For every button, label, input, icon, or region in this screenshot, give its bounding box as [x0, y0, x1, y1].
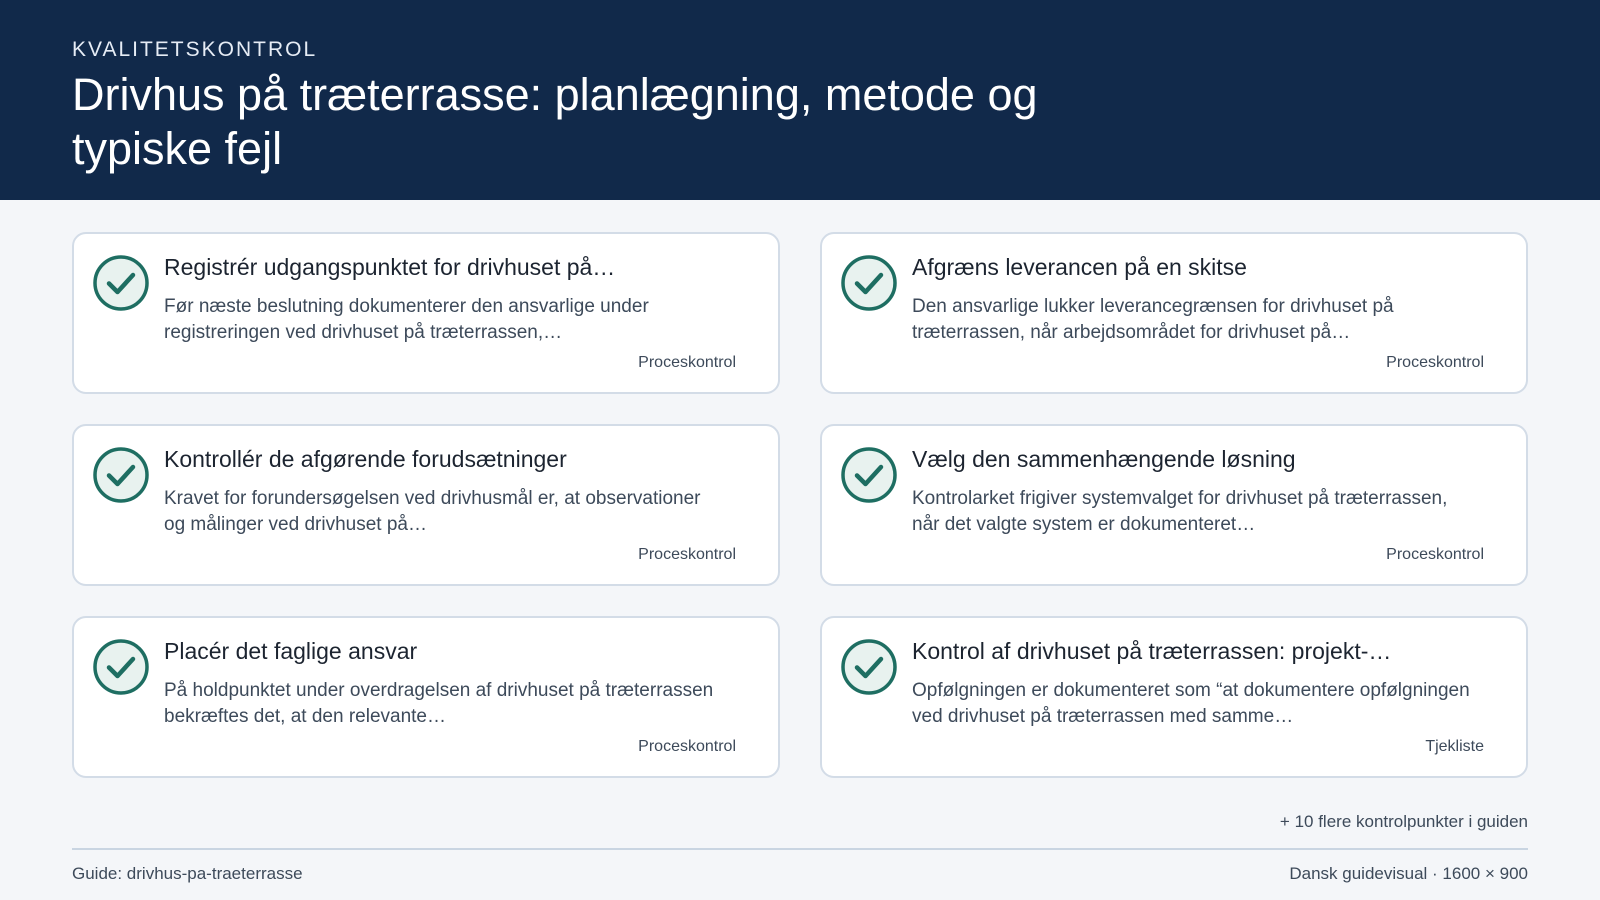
check-circle-icon	[840, 254, 898, 312]
header-banner	[0, 0, 1600, 200]
check-circle-icon	[840, 446, 898, 504]
checkpoint-category-tag: Proceskontrol	[1386, 354, 1484, 371]
check-circle-icon	[840, 638, 898, 696]
footer-divider	[72, 848, 1528, 850]
checkpoint-title: Registrér udgangspunktet for drivhuset på…	[164, 254, 616, 280]
check-circle-icon	[92, 638, 150, 696]
checkpoint-description: Før næste beslutning dokumenterer den ansvarlige under registreringen ved drivhuset på træterrassen,…	[164, 296, 649, 343]
eyebrow-label: KVALITETSKONTROL	[72, 38, 318, 61]
checkpoint-category-tag: Proceskontrol	[638, 546, 736, 563]
check-circle-icon	[92, 446, 150, 504]
checkpoint-card[interactable]	[72, 424, 780, 586]
checkpoint-description: Den ansvarlige lukker leverancegrænsen for drivhuset på træterrassen, når arbejdsområdet for drivhuset på…	[912, 296, 1394, 343]
page-title: Drivhus på træterrasse: planlægning, metode og typiske fejl	[72, 69, 1038, 174]
checkpoint-title: Vælg den sammenhængende løsning	[912, 446, 1296, 472]
more-checkpoints-link[interactable]: + 10 flere kontrolpunkter i guiden	[1279, 812, 1528, 831]
checkpoint-card[interactable]	[820, 232, 1528, 394]
checkpoint-title: Placér det faglige ansvar	[164, 638, 418, 664]
checkpoint-category-tag: Proceskontrol	[638, 738, 736, 755]
checkpoint-card[interactable]	[820, 616, 1528, 778]
footer-meta-label: Dansk guidevisual · 1600 × 900	[1289, 864, 1528, 883]
check-circle-icon	[92, 254, 150, 312]
checkpoint-description: På holdpunktet under overdragelsen af drivhuset på træterrassen bekræftes det, at den relevante…	[164, 680, 714, 727]
checkpoint-category-tag: Tjekliste	[1425, 738, 1484, 755]
checkpoint-grid	[72, 232, 1528, 778]
checkpoint-description: Opfølgningen er dokumenteret som “at dokumentere opfølgningen ved drivhuset på træterrassen med samme…	[912, 680, 1470, 727]
checkpoint-category-tag: Proceskontrol	[1386, 546, 1484, 563]
footer-guide-label: Guide: drivhus-pa-traeterrasse	[72, 864, 303, 883]
checkpoint-title: Afgræns leverancen på en skitse	[912, 254, 1247, 280]
checkpoint-category-tag: Proceskontrol	[638, 354, 736, 371]
checkpoint-card[interactable]	[820, 424, 1528, 586]
checkpoint-description: Kravet for forundersøgelsen ved drivhusmål er, at observationer og målinger ved drivhuset på…	[164, 488, 701, 535]
checkpoint-card[interactable]	[72, 232, 780, 394]
checkpoint-card[interactable]	[72, 616, 780, 778]
checkpoint-title: Kontrollér de afgørende forudsætninger	[164, 446, 567, 472]
checkpoint-title: Kontrol af drivhuset på træterrassen: projekt-…	[912, 638, 1392, 664]
checkpoint-description: Kontrolarket frigiver systemvalget for drivhuset på træterrassen, når det valgte system er dokumenteret…	[912, 488, 1448, 535]
